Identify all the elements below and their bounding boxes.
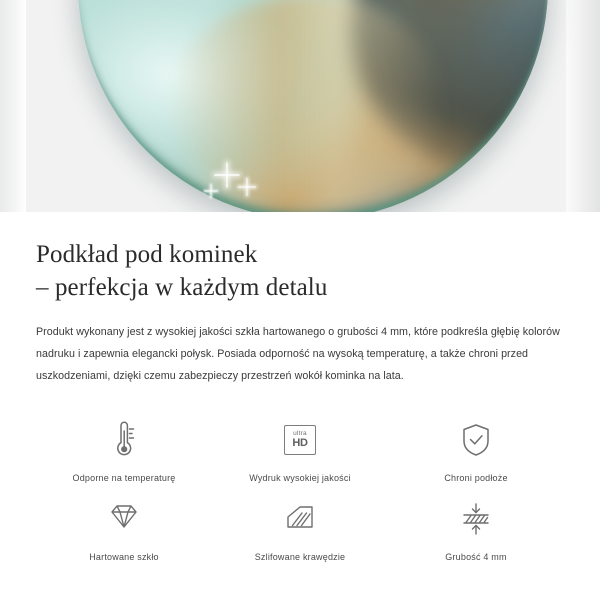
feature-label: Wydruk wysokiej jakości <box>249 472 351 483</box>
feature-label: Grubość 4 mm <box>445 551 507 562</box>
feature-item <box>388 489 564 562</box>
page-title <box>36 238 564 304</box>
hero-edge-shadow-right <box>566 0 600 212</box>
thermometer-icon <box>97 416 151 464</box>
feature-item <box>36 489 212 562</box>
ultra-hd-badge-top: ultra <box>293 429 307 437</box>
feature-label: Odporne na temperaturę <box>72 472 176 483</box>
description-paragraph: Produkt wykonany jest z wysokiej jakości szkła hartowanego o grubości 4 mm, które podkreśla głębię kolorów nadruku i zapewnia elegancki połysk. Posiada odporność na wysoką temperaturę, a także chroni przed uszkodzeniami, dzięki czemu zabezpieczy przestrzeń wokół kominka na lata. <box>36 326 560 382</box>
ultra-hd-badge-bottom: HD <box>292 437 308 450</box>
shield-check-icon <box>449 416 503 464</box>
feature-label: Chroni podłoże <box>444 472 508 483</box>
ultra-hd-badge <box>284 425 316 455</box>
hero-edge-shadow-left <box>0 0 26 212</box>
feature-label: Hartowane szkło <box>89 551 159 562</box>
feature-item <box>36 410 212 483</box>
content-section <box>0 238 600 562</box>
thickness-icon <box>449 495 503 543</box>
ultra-hd-icon <box>273 416 327 464</box>
headline-line-1: Podkład pod kominek <box>36 241 258 268</box>
headline-line-2: – perfekcja w każdym detalu <box>36 274 328 301</box>
feature-item <box>212 489 388 562</box>
diamond-icon <box>97 495 151 543</box>
feature-item <box>212 410 388 483</box>
feature-item <box>388 410 564 483</box>
feature-list <box>36 410 564 562</box>
feature-label: Szlifowane krawędzie <box>254 551 346 562</box>
polished-edges-icon <box>273 495 327 543</box>
hero-image <box>0 0 600 212</box>
